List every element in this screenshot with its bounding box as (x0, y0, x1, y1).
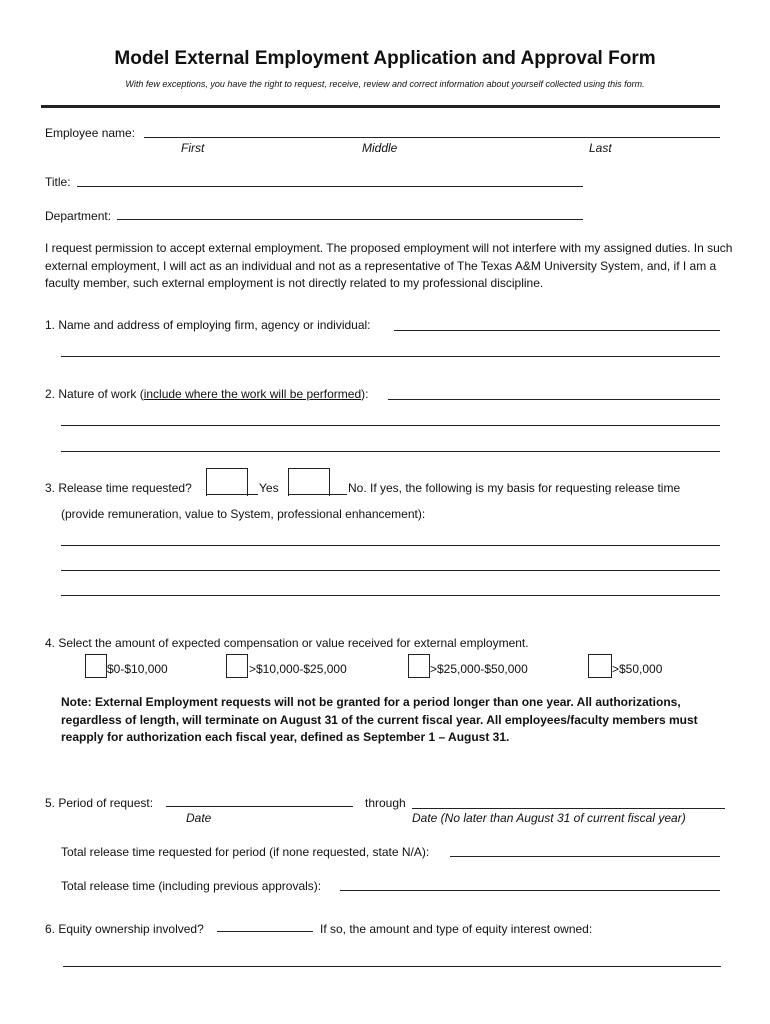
last-name-caption: Last (589, 141, 612, 155)
title-label: Title: (45, 175, 71, 189)
q4-label: 4. Select the amount of expected compensation or value received for external employment. (45, 636, 529, 650)
comp-0-10k-checkbox[interactable] (85, 654, 107, 678)
release-yes-checkbox[interactable] (206, 468, 248, 496)
q3-label: 3. Release time requested? (45, 481, 192, 495)
q1-field-line-1[interactable] (394, 330, 720, 331)
form-title: Model External Employment Application and Approval Form (114, 48, 656, 69)
department-field[interactable] (117, 219, 583, 220)
first-name-caption: First (181, 141, 205, 155)
comp-50k-plus-label: >$50,000 (612, 662, 663, 676)
q2-field-line-2[interactable] (61, 425, 720, 426)
q2-label-end: ): (361, 387, 369, 401)
form-subtitle: With few exceptions, you have the right to request, receive, review and correct information about yourself collected using this form. (125, 79, 645, 89)
period-start-date-field[interactable] (166, 806, 353, 807)
q1-field-line-2[interactable] (61, 356, 720, 357)
q3-field-line-2[interactable] (61, 570, 720, 571)
release-no-checkbox[interactable] (288, 468, 330, 496)
release-no-underline (288, 494, 347, 495)
title-field[interactable] (77, 186, 583, 187)
q2-label-underlined: include where the work will be performed (143, 387, 362, 401)
middle-name-caption: Middle (362, 141, 398, 155)
q2-label-start: 2. Nature of work ( (45, 387, 144, 401)
comp-0-10k-label: $0-$10,000 (107, 662, 168, 676)
equity-amount-field[interactable] (63, 966, 721, 967)
start-date-caption: Date (186, 811, 212, 825)
q3-field-line-3[interactable] (61, 595, 720, 596)
employee-name-label: Employee name: (45, 126, 136, 140)
employee-name-field[interactable] (144, 137, 720, 138)
permission-statement: I request permission to accept external employment. The proposed employment will not interfere with my assigned duties. In such external employment, I will act as an individual and not as a representative of The Texas A&M University System, and, if I am a faculty member, such external employment is not directly related to my professional discipline. (45, 241, 733, 290)
equity-amount-label: If so, the amount and type of equity interest owned: (320, 922, 593, 936)
release-yes-underline (206, 494, 258, 495)
comp-50k-plus-checkbox[interactable] (588, 654, 612, 678)
q2-field-line-3[interactable] (61, 451, 720, 452)
release-yes-label: Yes (259, 481, 279, 495)
comp-25k-50k-label: >$25,000-$50,000 (430, 662, 528, 676)
total-previous-label: Total release time (including previous approvals): (61, 879, 322, 893)
header-divider (41, 105, 720, 108)
end-date-caption: Date (No later than August 31 of current fiscal year) (412, 811, 686, 825)
q6-label: 6. Equity ownership involved? (45, 922, 204, 936)
q2-label (45, 387, 368, 401)
q2-field-line-1[interactable] (388, 399, 720, 400)
release-no-label: No. If yes, the following is my basis for requesting release time (348, 481, 681, 495)
department-label: Department: (45, 209, 112, 223)
q5-label: 5. Period of request: (45, 796, 154, 810)
total-period-label: Total release time requested for period (if none requested, state N/A): (61, 845, 430, 859)
comp-25k-50k-checkbox[interactable] (408, 654, 430, 678)
total-previous-field[interactable] (340, 890, 720, 891)
authorization-note: Note: External Employment requests will not be granted for a period longer than one year. All authorizations, regardless of length, will terminate on August 31 of the current fiscal year. All employees/faculty members must reapply for authorization each fiscal year, defined as September 1 – August 31. (61, 695, 698, 744)
period-end-date-field[interactable] (412, 808, 725, 809)
through-label: through (365, 796, 406, 810)
equity-ownership-field[interactable] (217, 931, 313, 932)
q3-sub-label: (provide remuneration, value to System, professional enhancement): (61, 507, 426, 521)
comp-10k-25k-label: >$10,000-$25,000 (249, 662, 347, 676)
total-period-field[interactable] (450, 856, 720, 857)
q1-label: 1. Name and address of employing firm, agency or individual: (45, 318, 371, 332)
comp-10k-25k-checkbox[interactable] (226, 654, 248, 678)
q3-field-line-1[interactable] (61, 545, 720, 546)
